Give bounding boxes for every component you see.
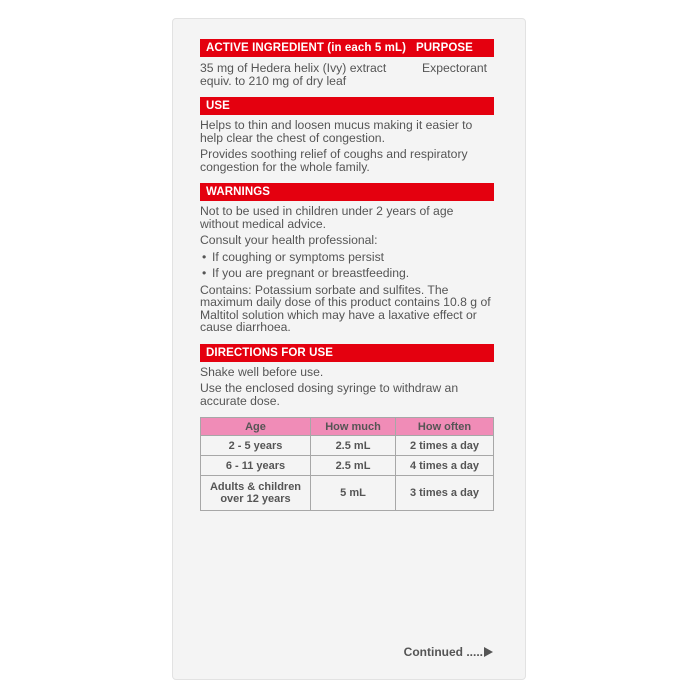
table-row — [201, 476, 494, 511]
ingredient-text — [200, 62, 410, 87]
table-cell: 2 - 5 years — [201, 436, 311, 456]
directions-paragraph-2: Use the enclosed dosing syringe to withdraw an accurate dose. — [200, 381, 459, 408]
table-cell: 2.5 mL — [311, 436, 396, 456]
directions-paragraph-1: Shake well before use. — [200, 364, 324, 379]
table-cell: 2.5 mL — [311, 456, 396, 476]
purpose-title: PURPOSE — [416, 42, 473, 54]
bullet-icon: • — [202, 266, 207, 280]
column-header-age: Age — [201, 418, 311, 436]
table-cell: 6 - 11 years — [201, 456, 311, 476]
table-cell: 2 times a day — [396, 436, 494, 456]
purpose-text: Expectorant — [422, 61, 488, 75]
bullet-text: If coughing or symptoms persist — [212, 249, 385, 264]
ingredient-line-1: 35 mg of Hedera helix (Ivy) extract — [200, 61, 387, 75]
use-title: USE — [206, 100, 230, 112]
column-header-how-much: How much — [311, 418, 396, 436]
use-paragraph-1: Helps to thin and loosen mucus making it easier to help clear the chest of congestion. — [200, 118, 473, 145]
continued-text: Continued ..... — [403, 645, 483, 659]
bullet-icon: • — [202, 249, 207, 264]
use-header — [200, 97, 494, 115]
play-arrow-icon — [484, 647, 493, 657]
table-cell: Adults & children over 12 years — [201, 476, 311, 511]
use-paragraph-2: Provides soothing relief of coughs and respiratory congestion for the whole family. — [200, 147, 468, 174]
table-cell: 5 mL — [311, 476, 396, 511]
label-panel — [172, 18, 526, 680]
warnings-paragraph-1: Not to be used in children under 2 years of age without medical advice. — [200, 204, 454, 231]
directions-title: DIRECTIONS FOR USE — [206, 346, 334, 359]
active-ingredient-header — [200, 39, 494, 57]
table-row — [201, 436, 494, 456]
warnings-header — [200, 183, 494, 201]
bullet-text: If you are pregnant or breastfeeding. — [212, 266, 410, 280]
column-header-how-often: How often — [396, 418, 494, 436]
table-cell: 4 times a day — [396, 456, 494, 476]
warnings-title: WARNINGS — [206, 186, 271, 198]
warnings-bullet — [200, 267, 494, 280]
ingredient-row — [200, 62, 494, 87]
dosage-table — [200, 417, 494, 511]
table-header-row — [201, 418, 494, 436]
continued-indicator — [404, 645, 493, 659]
directions-header — [200, 344, 494, 362]
table-row — [201, 456, 494, 476]
warnings-paragraph-3: Contains: Potassium sorbate and sulfites. The maximum daily dose of this product contains 10.8 g of Maltitol solution which may have a laxative effect or cause diarrhoea. — [200, 282, 491, 334]
warnings-bullet — [200, 251, 494, 264]
warnings-paragraph-2: Consult your health professional: — [200, 233, 378, 247]
active-ingredient-title: ACTIVE INGREDIENT (in each 5 mL) — [206, 42, 407, 54]
ingredient-line-2: equiv. to 210 mg of dry leaf — [200, 73, 347, 88]
label-content — [200, 39, 494, 511]
table-cell: 3 times a day — [396, 476, 494, 511]
